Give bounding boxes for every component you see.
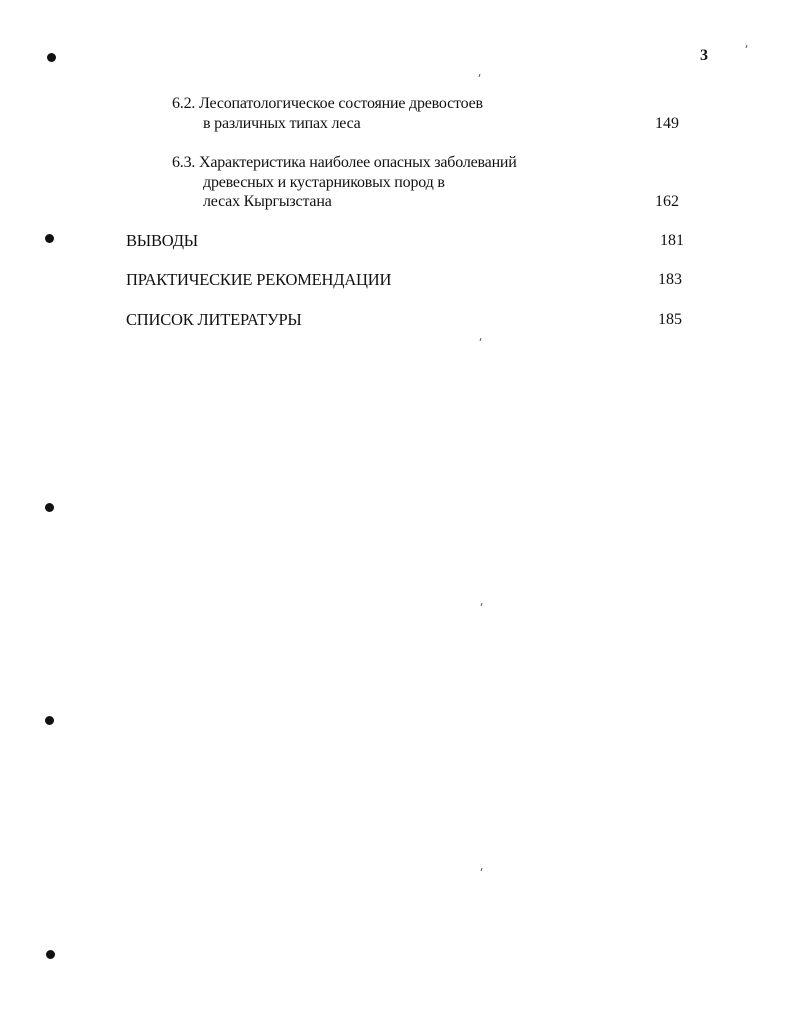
toc-entry-conclusions-title: ВЫВОДЫ [126,231,198,250]
scan-speck [481,868,483,871]
toc-entry-recommendations-title: ПРАКТИЧЕСКИЕ РЕКОМЕНДАЦИИ [126,270,392,289]
toc-entry-references-title: СПИСОК ЛИТЕРАТУРЫ [126,310,302,329]
toc-entry-references-page: 185 [658,311,682,328]
toc-entry-6-3-title-cont-2: лесах Кыргызстана [203,193,332,210]
punch-hole [47,53,56,62]
page-number: 3 [700,47,708,64]
scan-speck [479,74,481,77]
toc-entry-recommendations-page: 183 [658,271,682,288]
toc-entry-6-3-page: 162 [655,193,679,210]
toc-entry-6-2-title-cont: в различных типах леса [203,115,361,132]
scan-speck [481,603,483,606]
punch-hole [45,503,54,512]
punch-hole [45,234,54,243]
toc-entry-conclusions-page: 181 [660,232,684,249]
punch-hole [45,716,54,725]
toc-entry-6-2-page: 149 [655,115,679,132]
toc-entry-6-2-title: 6.2. Лесопатологическое состояние древостоев [172,95,483,112]
toc-entry-6-3-title: 6.3. Характеристика наиболее опасных заболеваний [172,154,517,171]
scan-speck [480,338,482,341]
punch-hole [46,950,55,959]
scan-speck [746,45,748,48]
toc-entry-6-3-title-cont: древесных и кустарниковых пород в [203,174,445,191]
